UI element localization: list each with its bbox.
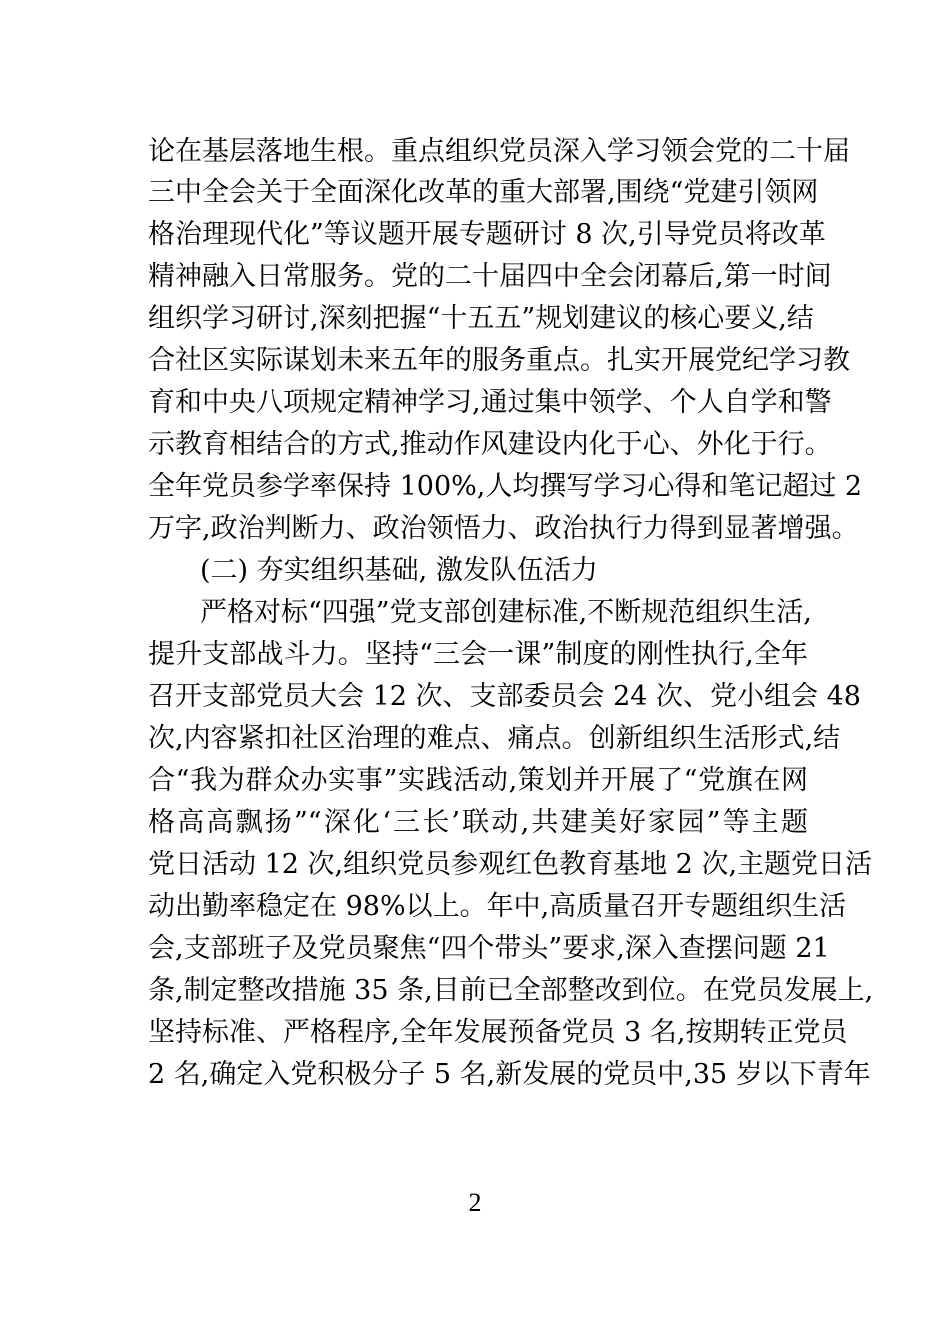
paragraph-line: 次,内容紧扣社区治理的难点、痛点。创新组织生活形式,结: [148, 723, 841, 754]
paragraph-line: 精神融入日常服务。党的二十届四中全会闭幕后,第一时间: [148, 261, 832, 292]
paragraph-line: 论在基层落地生根。重点组织党员深入学习领会党的二十届: [148, 136, 850, 167]
paragraph-line: 合“我为群众办实事”实践活动,策划并开展了“党旗在网: [148, 765, 808, 796]
section-heading: (二) 夯实组织基础, 激发队伍活力: [200, 555, 598, 586]
paragraph-line: 三中全会关于全面深化改革的重大部署,围绕“党建引领网: [148, 177, 819, 208]
paragraph-line: 全年党员参学率保持 100%,人均撰写学习心得和笔记超过 2: [148, 471, 863, 502]
page-number: 2: [468, 1188, 482, 1217]
paragraph-line: 格治理现代化”等议题开展专题研讨 8 次,引导党员将改革: [148, 219, 826, 250]
paragraph-line: 格高高飘扬”“深化‘三长’联动,共建美好家园”等主题: [148, 807, 808, 838]
paragraph-line: 育和中央八项规定精神学习,通过集中领学、个人自学和警: [148, 387, 832, 418]
paragraph-line: 条,制定整改措施 35 条,目前已全部整改到位。在党员发展上,: [148, 975, 874, 1006]
paragraph-line: 组织学习研讨,深刻把握“十五五”规划建议的核心要义,结: [148, 303, 814, 334]
paragraph-line: 党日活动 12 次,组织党员参观红色教育基地 2 次,主题党日活: [148, 849, 873, 880]
paragraph-line: 会,支部班子及党员聚焦“四个带头”要求,深入查摆问题 21: [148, 933, 830, 964]
paragraph-line: 召开支部党员大会 12 次、支部委员会 24 次、党小组会 48: [148, 681, 861, 712]
paragraph-line: 严格对标“四强”党支部创建标准,不断规范组织生活,: [200, 597, 812, 628]
paragraph-line: 万字,政治判断力、政治领悟力、政治执行力得到显著增强。: [148, 513, 859, 544]
paragraph-line: 合社区实际谋划未来五年的服务重点。扎实开展党纪学习教: [148, 345, 850, 376]
paragraph-line: 示教育相结合的方式,推动作风建设内化于心、外化于行。: [148, 429, 832, 460]
paragraph-line: 2 名,确定入党积极分子 5 名,新发展的党员中,35 岁以下青年: [148, 1059, 871, 1090]
paragraph-line: 提升支部战斗力。坚持“三会一课”制度的刚性执行,全年: [148, 639, 808, 670]
paragraph-line: 动出勤率稳定在 98%以上。年中,高质量召开专题组织生活: [148, 891, 847, 922]
paragraph-line: 坚持标准、严格程序,全年发展预备党员 3 名,按期转正党员: [148, 1017, 848, 1048]
